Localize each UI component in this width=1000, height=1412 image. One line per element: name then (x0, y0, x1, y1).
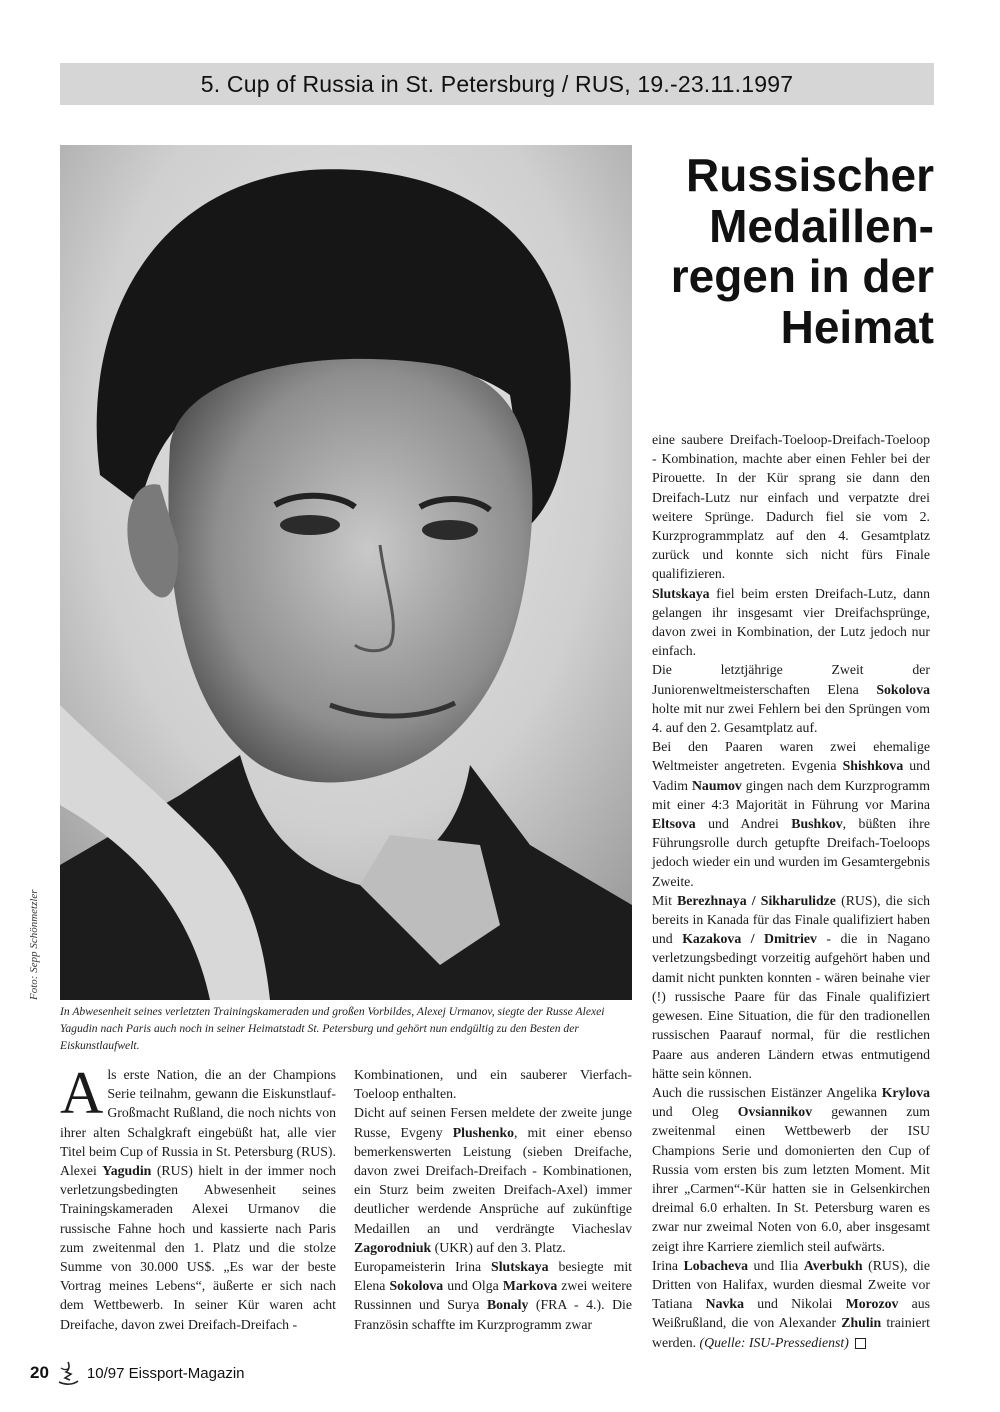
skater-logo-icon (57, 1360, 79, 1386)
athlete-name: Averbukh (803, 1257, 863, 1273)
portrait-photo (60, 145, 632, 1000)
portrait-illustration (60, 145, 632, 1000)
headline-line: regen in der (670, 250, 934, 303)
article-column-1 (60, 1060, 336, 1334)
magazine-name: 10/97 Eissport-Magazin (86, 1364, 245, 1382)
photo-credit: Foto: Sepp Schönmetzler (28, 889, 40, 1000)
text: aus Weißrußland, die von Alexander (652, 1296, 930, 1331)
athlete-name: Slutskaya (652, 585, 710, 601)
text: gewannen zum zweitenmal einen Wettbewerb der ISU Champions Serie und domonierten den Cup of Russia vom ersten bis zum letzten Moment. Mit ihrer „Carmen“-Kür hatten sie in Gelsenkirchen dreimal 6.0 erhalten. In St. Petersburg waren es zwar nur zweimal Noten von 6.0, aber insgesamt zeigt ihre Karriere ziemlich steil aufwärts. (652, 1104, 930, 1254)
text: und Nikolai (743, 1296, 846, 1312)
text: (RUS), die Dritten von Halifax, wurden diesmal Zweite vor Tatiana (652, 1257, 930, 1312)
text: (UKR) auf den 3. Platz. (431, 1239, 566, 1255)
paragraph (652, 1256, 930, 1352)
text: (RUS), die sich bereits in Kanada für das Finale qualifiziert haben und (652, 892, 930, 947)
photo-caption: In Abwesenheit seines verletzten Trainingskameraden und großen Vorbildes, Alexej Urmanov, siegte der Russe Alexei Yagudin nach Paris auch noch in seiner Heimatstadt St. Petersburg und gehört nun endgültig zu den Besten der Eiskunstlaufwelt. (60, 1005, 605, 1052)
text: ls erste Nation, die an der Champions Serie teilnahm, gewann die Eiskunstlauf-Großmacht Rußland, die noch nichts von ihrer alten Schalgkraft eingebüßt hat, alle vier Titel beim Cup of Russia in St. Petersburg (RUS). (60, 1067, 336, 1159)
headline-line: Medaillen- (709, 199, 934, 252)
end-of-article-icon (855, 1338, 866, 1349)
athlete-name: Shishkova (842, 758, 904, 774)
section-header (60, 63, 934, 105)
text: Die letztjährige Zweit der Juniorenweltmeisterschaften Elena (652, 662, 930, 697)
text: Bei den Paaren waren zwei ehemalige Weltmeister angetreten. Evgenia (652, 739, 930, 774)
text: - die in Nagano verletzungsbedingt vorzeitig aufgehört haben und damit nicht punkten konnten - wären beinahe vier (!) russische Paare für das Finale qualifiziert gewesen. Eine Situation, die für den tradionellen russischen Paarauf normal, für die restlichen Paare aus anderen Ländern etwas entmutigend hätte sein können. (652, 931, 930, 1081)
text: eine saubere Dreifach-Toeloop-Dreifach-Toeloop - Kombination, machte aber einen Fehler bei der Pirouette. In der Kür sprang sie dann den Dreifach-Lutz nur einfach und verpatzte drei weitere Sprünge. Dadurch fiel sie vom 2. Kurzprogrammplatz auf den 4. Gesamtplatz zurück und konnte sich nicht fürs Finale qualifizieren. (652, 432, 930, 582)
athlete-name: Lobacheva (683, 1257, 748, 1273)
page-number: 20 (30, 1363, 49, 1382)
paragraph (652, 891, 930, 1083)
athlete-name: Sokolova (389, 1278, 444, 1294)
athlete-name: Bushkov (791, 816, 843, 832)
paragraph (652, 584, 930, 661)
text: und Andrei (695, 816, 792, 832)
athlete-name: Bonaly (486, 1297, 529, 1313)
athlete-name: Zagorodniuk (354, 1239, 432, 1255)
article-headline (604, 150, 934, 352)
athlete-name: Berezhnaya / Sikharulidze (677, 892, 836, 908)
athlete-name: Navka (705, 1296, 744, 1312)
text: , mit einer ebenso bemerkenswerten Leistung (sieben Dreifache, davon zwei Dreifach-Dreifach - Kombinationen, ein Sturz beim zweiten Dreifach-Axel) immer deutlicher werdende Ansprüche auf zukünftige Medaillen an und verdrängte Viacheslav (354, 1124, 632, 1236)
section-header-title: 5. Cup of Russia in St. Petersburg / RUS, 19.-23.11.1997 (200, 70, 794, 97)
source-note: (Quelle: ISU-Pressedienst) (699, 1334, 849, 1350)
paragraph (60, 1161, 336, 1334)
paragraph (652, 737, 930, 891)
text: , büßten ihre Führungsrolle durch getupfte Dreifach-Toeloops jedoch wieder ein und wurden im Gesamtergebnis Zweite. (652, 816, 931, 889)
text: gingen nach dem Kurzprogramm mit einer 4:3 Majorität in Führung vor Marina (652, 777, 930, 812)
text: Auch die russischen Eistänzer Angelika (652, 1084, 882, 1100)
text: und Olga (443, 1278, 503, 1294)
text: fiel beim ersten Dreifach-Lutz, dann gelangen ihr insgesamt vier Dreifachsprünge, davon zwei in Kombination, der Lutz jedoch nur einfach. (652, 585, 930, 659)
text: Dicht auf seinen Fersen meldete der zweite junge Russe, Evgeny (354, 1105, 632, 1140)
paragraph (60, 1060, 336, 1161)
athlete-name: Naumov (691, 777, 742, 793)
text: (FRA - 4.). Die Französin schaffte im Kurzprogramm zwar (354, 1297, 632, 1332)
athlete-name: Yagudin (102, 1163, 152, 1179)
drop-cap: A (60, 1060, 104, 1126)
paragraph (652, 430, 930, 584)
athlete-name: Ovsiannikov (737, 1104, 813, 1120)
text: und Vadim (652, 758, 930, 793)
paragraph (354, 1065, 632, 1103)
athlete-name: Krylova (881, 1084, 930, 1100)
page-footer (30, 1360, 245, 1386)
athlete-name: Eltsova (652, 816, 696, 832)
text: besiegte mit Elena (354, 1259, 632, 1294)
text: Europameisterin Irina (354, 1259, 492, 1275)
paragraph (652, 1083, 930, 1256)
athlete-name: Morozov (845, 1296, 899, 1312)
headline-line: Heimat (780, 300, 934, 353)
paragraph (652, 660, 930, 737)
athlete-name: Slutskaya (491, 1259, 549, 1275)
athlete-name: Plushenko (452, 1124, 515, 1140)
text: (RUS) hielt in der immer noch verletzungsbedingten Abwesenheit seines Trainingskameraden Alexei Urmanov die russische Fahne hoch und kassierte nach Paris zum zweitenmal den 1. Platz und die stolze Summe von 30.000 US$. „Es war der beste Vortrag meines Lebens“, äußerte er sich nach dem Wettbewerb. In seiner Kür waren acht Dreifache, davon zwei Dreifach-Dreifach - (60, 1163, 336, 1332)
article-column-3 (652, 430, 930, 1352)
text: Alexei (60, 1163, 103, 1179)
athlete-name: Markova (502, 1278, 558, 1294)
text: und Ilia (748, 1257, 804, 1273)
paragraph (354, 1103, 632, 1257)
athlete-name: Kazakova / Dmitriev (682, 931, 817, 947)
article-column-2 (354, 1065, 632, 1334)
athlete-name: Sokolova (876, 681, 930, 697)
text: zwei weitere Russinnen und Surya (354, 1278, 632, 1313)
athlete-name: Zhulin (841, 1315, 882, 1331)
text: holte mit nur zwei Fehlern bei den Sprüngen vom 4. auf den 2. Gesamtplatz auf. (652, 700, 930, 736)
text: und Oleg (652, 1104, 738, 1120)
paragraph (354, 1257, 632, 1334)
text: Irina (652, 1257, 684, 1273)
text: Kombinationen, und ein sauberer Vierfach-Toeloop enthalten. (354, 1067, 632, 1102)
headline-line: Russischer (685, 149, 934, 201)
text: trainiert werden. (652, 1315, 930, 1350)
text: Mit (652, 892, 678, 908)
